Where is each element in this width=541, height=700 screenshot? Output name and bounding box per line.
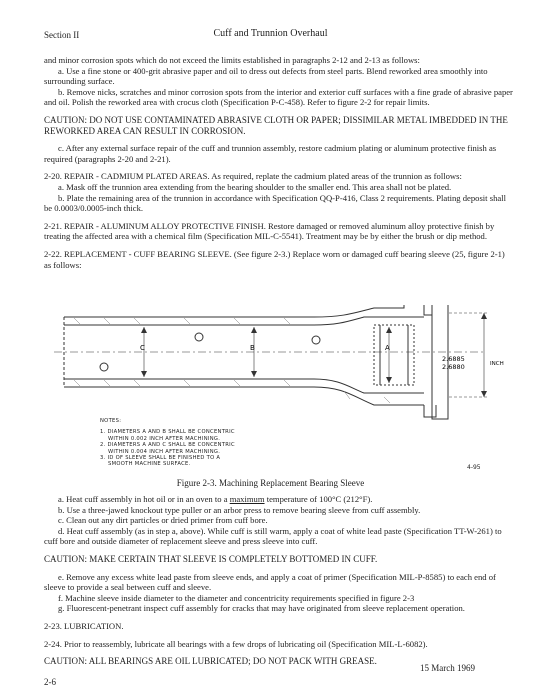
note-1: 1. DIAMETERS A AND B SHALL BE CONCENTRIC: [100, 429, 235, 436]
marker-circle-icon: [195, 333, 203, 341]
section-label: Section II: [44, 30, 80, 40]
dimension-upper: 2.6885: [442, 355, 465, 363]
page-number: 2-6: [44, 677, 56, 687]
dimension-lower: 2.6880: [442, 363, 465, 371]
note-1-cont: WITHIN 0.002 INCH AFTER MACHINING.: [108, 435, 221, 442]
step-a-text-end: temperature of 100°C (212°F).: [264, 494, 373, 504]
step-f-machine: f. Machine sleeve inside diameter to the diameter and concentricity requirements specified in figure 2-3: [58, 592, 415, 603]
body-text-upper: [44, 55, 514, 270]
label-diameter-c: C: [140, 344, 145, 352]
note-2-cont: WITHIN 0.004 INCH AFTER MACHINING.: [108, 448, 221, 455]
paragraph-2-21: 2-21. REPAIR - ALUMINUM ALLOY PROTECTIVE FINISH. Restore damaged or removed aluminum alloy protective finish by treating the affected area with a chemical film (Specification MIL-C-5541). Treatment may be by either the brush or dip method.: [44, 220, 495, 242]
step-a-maximum: maximum: [229, 494, 265, 504]
paragraph-2-20: 2-20. REPAIR - CADMIUM PLATED AREAS. As required, replate the cadmium plated areas of the trunnion as follows:: [44, 171, 462, 182]
caution-grease: CAUTION: ALL BEARINGS ARE OIL LUBRICATED; DO NOT PACK WITH GREASE.: [44, 656, 377, 667]
caution-bottomed: CAUTION: MAKE CERTAIN THAT SLEEVE IS COMPLETELY BOTTOMED IN CUFF.: [44, 553, 378, 564]
note-2: 2. DIAMETERS A AND C SHALL BE CONCENTRIC: [100, 442, 235, 449]
step-b-nicks: b. Remove nicks, scratches and minor corrosion spots from the interior and exterior cuff surfaces with a fine grade of abrasive paper and oil. Polish the reworked area with crocus cloth (Specification P-C-458). Refer to figure 2-2 for repair limits.: [44, 86, 513, 108]
paragraph-2-22: 2-22. REPLACEMENT - CUFF BEARING SLEEVE. (See figure 2-3.) Replace worn or damaged cuff bearing sleeve (25, figure 2-1) as follows:: [44, 248, 505, 270]
step-c-restore: c. After any external surface repair of the cuff and trunnion assembly, restore cadmium plating or aluminum protective finish as required (paragraphs 2-20 and 2-21).: [44, 143, 497, 164]
step-b-puller: b. Use a three-jawed knockout type puller or an arbor press to remove bearing sleeve from cuff assembly.: [58, 504, 421, 515]
step-a-heat: [44, 494, 514, 505]
step-2-20-a: a. Mask off the trunnion area extending from the bearing shoulder to the smaller end. This area shall not be plated.: [58, 181, 452, 192]
page-title: Cuff and Trunnion Overhaul: [213, 28, 328, 39]
marker-circle-icon: [100, 363, 108, 371]
step-2-20-b: b. Plate the remaining area of the trunnion in accordance with Specification QQ-P-416, Class 2 requirements. Plating deposit shall be 0.0003/0.0005-inch thick.: [44, 192, 506, 214]
figure-notes: [100, 418, 235, 468]
step-g-inspect: g. Fluorescent-penetrant inspect cuff assembly for cracks that may have originated from sleeve replacement operation.: [58, 603, 465, 614]
notes-title: NOTES:: [100, 418, 122, 424]
step-a-text: a. Heat cuff assembly in hot oil or in an oven to a: [58, 494, 230, 504]
label-diameter-a: A: [385, 344, 390, 352]
figure-caption: Figure 2-3. Machining Replacement Bearing Sleeve: [176, 478, 365, 488]
revision-date: 15 March 1969: [420, 663, 475, 673]
caution-abrasive: CAUTION: DO NOT USE CONTAMINATED ABRASIVE CLOTH OR PAPER; DISSIMILAR METAL IMBEDDED IN THE REWORKED AREA CAN RESULT IN CORROSION.: [44, 114, 508, 136]
body-text-lower: [44, 494, 514, 667]
dimension-unit: INCH: [490, 361, 504, 367]
label-diameter-b: B: [250, 344, 255, 352]
note-3: 3. ID OF SLEEVE SHALL BE FINISHED TO A: [100, 455, 221, 462]
step-c-clean: c. Clean out any dirt particles or dried primer from cuff bore.: [58, 515, 268, 526]
figure-id: 4-95: [467, 464, 481, 471]
paragraph-intro: and minor corrosion spots which do not exceed the limits established in paragraphs 2-12 and 2-13 as follows:: [44, 55, 420, 65]
note-3-cont: SMOOTH MACHINE SURFACE.: [108, 461, 191, 468]
step-a-stone: a. Use a fine stone or 400-grit abrasive paper and oil to dress out defects from steel parts. Blend reworked area smoothly into surrounding surface.: [44, 65, 488, 87]
paragraph-2-24: 2-24. Prior to reassembly, lubricate all bearings with a few drops of lubricating oil (Specification MIL-L-6082).: [44, 638, 428, 649]
marker-circle-icon: [312, 336, 320, 344]
step-e-primer: e. Remove any excess white lead paste from sleeve ends, and apply a coat of primer (Specification MIL-P-8585) to each end of sleeve to provide a seal between cuff and sleeve.: [44, 571, 496, 593]
paragraph-2-23: 2-23. LUBRICATION.: [44, 620, 124, 631]
step-d-press: d. Heat cuff assembly (as in step a, above). While cuff is still warm, apply a coat of white lead paste (Specification TT-W-261) to cuff bore and outside diameter of replacement sleeve and press sleeve into cuff.: [44, 525, 502, 547]
